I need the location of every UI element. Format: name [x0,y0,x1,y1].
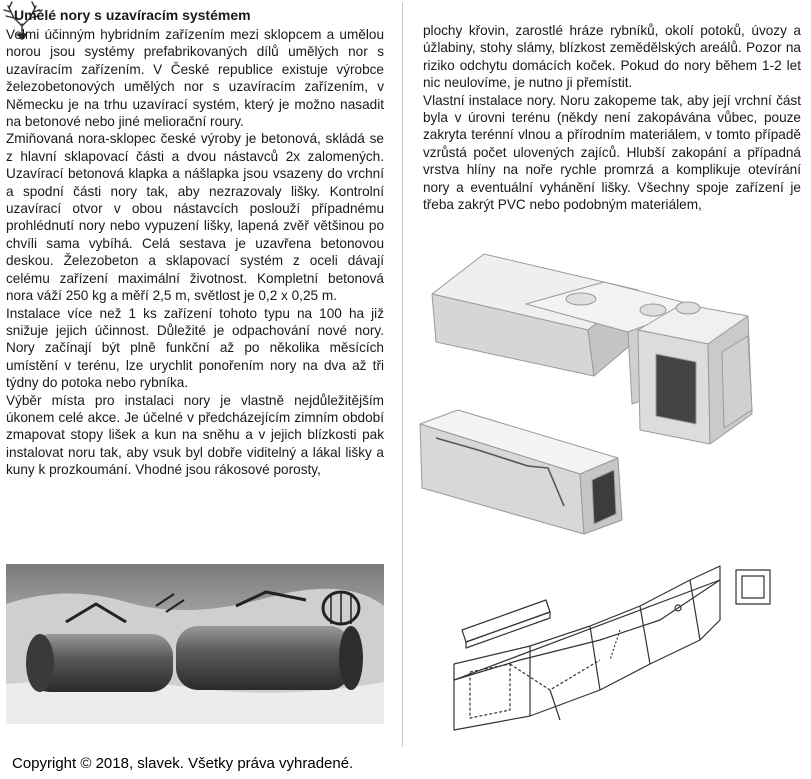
right-text-column [423,22,801,213]
paragraph: plochy křovin, zarostlé hráze rybníků, okolí potoků, úvozy a úžlabiny, stohy slámy, blízkost zemědělských areálů. Pozor na riziko odchytu domácích koček. Pokud do nory během 1-2 let nic neulovíme, je nutno ji přemístit. [423,23,801,91]
paragraph: Velmi účinným hybridním zařízením mezi sklopcem a umělou norou jsou systémy prefabrikovaných dílů umělých nor s uzavíracím zařízením. V České republice existuje výrobce železobetonových umělých nor s uzavíracím zařízením, v Německu je na trhu uzavírací systém, který je možno nasadit na betonové nebo jiné meliorační roury. [6,27,384,130]
paragraph: Instalace více než 1 ks zařízení tohoto typu na 100 ha již snižuje jejich účinnost. Důležité je odpachování nové nory. Nory začínají být plně funkční až po několika měsících umístění v terénu, lze urychlit ponořením nory na dva až tři týdny do potoka nebo rybníka. [6,305,384,391]
paragraph: Výběr místa pro instalaci nory je vlastně nejdůležitějším úkonem celé akce. Je účelné v předcházejícím zimním období zmapovat stopy lišek a kun na sněhu a v jejich blízkosti pak instalovat noru tak, aby vsuk byl dobře viditelný a lákal lišky a kuny k prozkoumání. Vhodné jsou rákosové porosty, [6,392,384,478]
concrete-trap-render [418,244,806,544]
paragraph: Vlastní instalace nory. Noru zakopeme tak, aby její vrchní část byla v úrovni terénu (někdy není zakopávána vůbec, pouze zakryta terénní vlnou a přírodním materiálem, v tomto případě vzrůstá počet ulovených zajíců. Hlubší zakopání a případná vrstva hlíny na noře rychle promrzá a komplikuje otevírání nory a eventuální vyhánění lišky. Všechny spoje zařízení je třeba zakrýt PVC nebo podobným materiálem, [423,92,801,213]
trap-photo [6,564,384,724]
trap-line-drawing [450,560,780,735]
paragraph: Zmiňovaná nora-sklopec české výroby je betonová, skládá se z hlavní sklapovací části a dvou nástavců 2x zalomených. Uzavírací betonová klapka a nášlapka jsou vsazeny do vrchní a spodní části nory tak, aby nezrazovaly lišky. Kontrolní uzavírací otvor v obou nástavcích poslouží případnému prohlédnutí nory nebo vypuzení lišky, lapená zvěř většinou po chvíli sama vybíhá. Celá sestava je uzavřena betonovou deskou. Železobeton a sklapovací systém z oceli dávají celému zařízení maximální životnost. Kompletní betonová nora váží 250 kg a měří 2,5 m, světlost je 0,2 x 0,25 m. [6,131,384,304]
copyright-footer: Copyright © 2018, slavek. Všetky práva vyhradené. [12,755,354,772]
column-divider [402,2,403,747]
left-text-column [6,26,384,479]
article-title: Umělé nory s uzavíracím systémem [14,7,251,23]
